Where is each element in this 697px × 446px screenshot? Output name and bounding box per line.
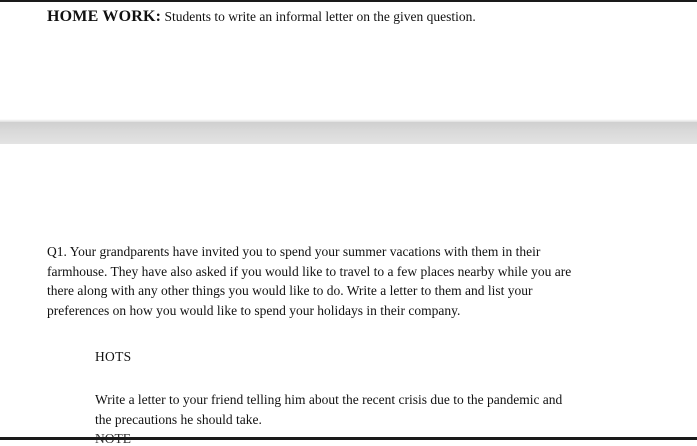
top-border-line bbox=[0, 0, 697, 2]
hots-heading: HOTS bbox=[95, 349, 132, 364]
question-1-line: there along with any other things you would like to do. Write a letter to them and list your bbox=[47, 283, 533, 298]
hots-task-line: Write a letter to your friend telling him about the recent crisis due to the pandemic and bbox=[95, 392, 563, 407]
question-1-line: preferences on how you would like to spend your holidays in their company. bbox=[47, 302, 461, 318]
page-break-gap bbox=[0, 122, 697, 144]
question-1-line: farmhouse. They have also asked if you would like to travel to a few places nearby while you are bbox=[47, 263, 572, 279]
hots-task bbox=[95, 390, 675, 429]
bottom-border-line bbox=[0, 437, 697, 440]
homework-text: Students to write an informal letter on the given question. bbox=[161, 9, 476, 24]
homework-instruction bbox=[47, 7, 476, 27]
homework-label: HOME WORK: bbox=[47, 8, 162, 25]
question-1-line: Q1. Your grandparents have invited you to spend your summer vacations with them in their bbox=[47, 244, 541, 259]
hots-task-line: the precautions he should take. bbox=[95, 411, 262, 427]
question-1 bbox=[47, 242, 677, 320]
